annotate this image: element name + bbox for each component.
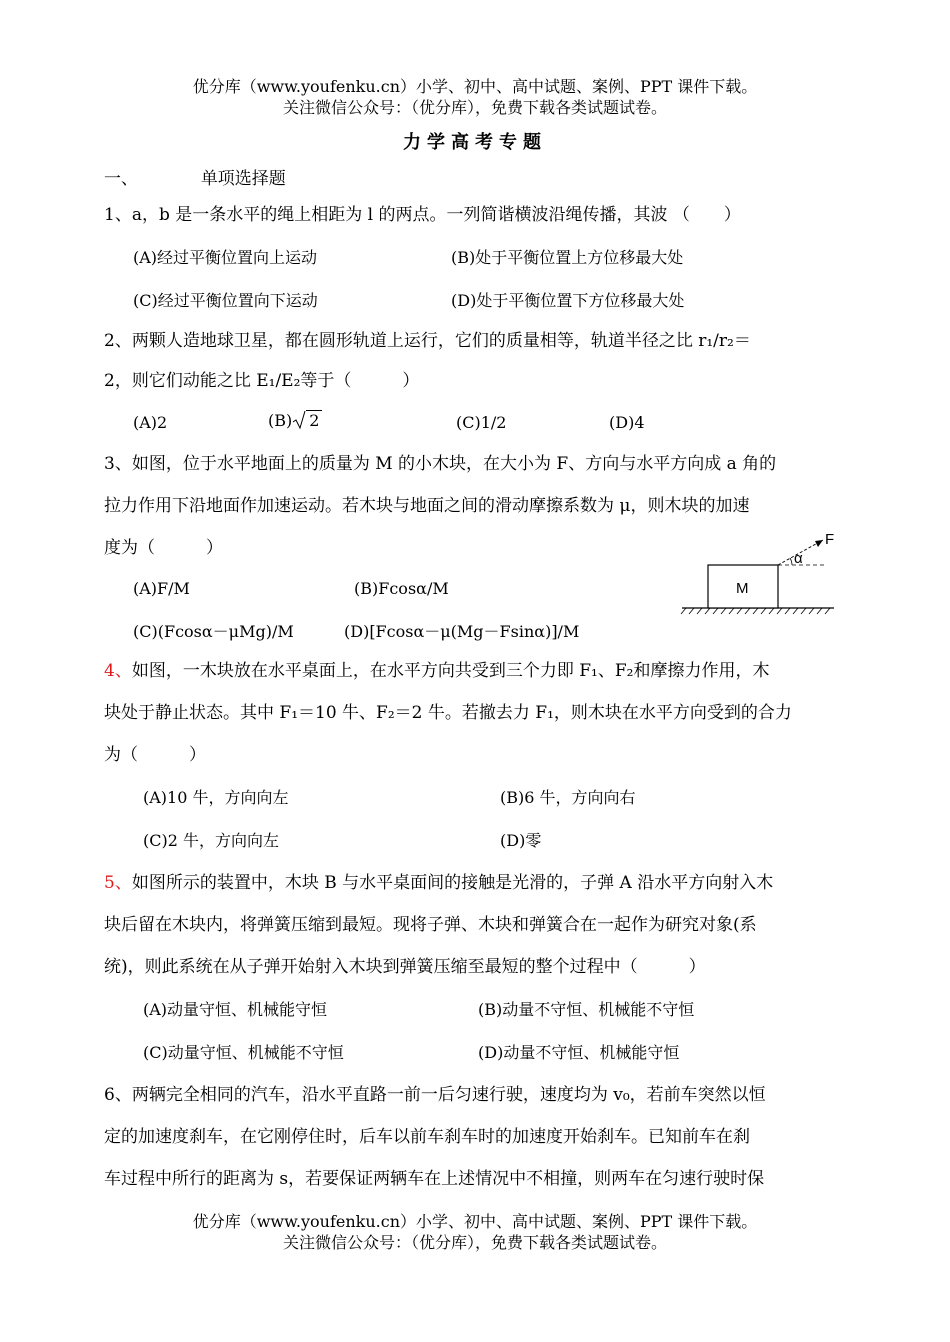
q2-option-b-label: (B) [268,411,293,430]
q3-option-c: (C)(Fcosα－μMg)/M [133,622,294,641]
q3-line-1: 3、如图，位于水平地面上的质量为 M 的小木块，在大小为 F、方向与水平方向成 a 角的 [104,454,777,474]
q3-line-3: 度为（ ） [104,538,223,558]
q2-line-1: 2、两颗人造地球卫星，都在圆形轨道上运行，它们的质量相等，轨道半径之比 r₁/r₂＝ [104,331,751,351]
q4-option-c: (C)2 牛，方向向左 [143,831,279,850]
angle-arc [790,558,792,565]
q2-option-a: (A)2 [133,413,168,432]
q3-option-b: (B)Fcosα/M [354,579,449,598]
q5-option-b: (B)动量不守恒、机械能不守恒 [478,1000,695,1019]
q4-line-2: 块处于静止状态。其中 F₁＝10 牛、F₂＝2 牛。若撤去力 F₁，则木块在水平方向受到的合力 [104,703,792,723]
q2-option-d: (D)4 [609,413,645,432]
q1-option-a: (A)经过平衡位置向上运动 [133,248,318,267]
q1-option-d: (D)处于平衡位置下方位移最大处 [451,291,685,310]
q4-line-1 [104,659,769,683]
q4-option-a: (A)10 牛，方向向左 [143,788,289,807]
footer-line-2: 关注微信公众号：（优分库），免费下载各类试题试卷。 [282,1233,667,1252]
q2-line-2: 2，则它们动能之比 E₁/E₂等于（ ） [104,371,420,391]
section-number: 一、 [104,169,138,189]
q1-option-b: (B)处于平衡位置上方位移最大处 [451,248,684,267]
q4-line-1-text: 如图，一木块放在水平桌面上，在水平方向共受到三个力即 F₁、F₂和摩擦力作用，木 [131,661,770,681]
q6-line-2: 定的加速度刹车，在它刚停住时，后车以前车刹车时的加速度开始刹车。已知前车在刹 [104,1127,750,1147]
page-title: 力学高考专题 [403,132,547,153]
section-heading [104,167,286,191]
force-label: F [825,531,835,548]
q3-line-2: 拉力作用下沿地面作加速运动。若木块与地面之间的滑动摩擦系数为 μ，则木块的加速 [104,496,750,516]
header-line-1: 优分库（www.youfenku.cn）小学、初中、高中试题、案例、PPT 课件下载。 [192,77,758,96]
q6-line-1: 6、两辆完全相同的汽车，沿水平直路一前一后匀速行驶，速度均为 v₀，若前车突然以恒 [104,1085,766,1105]
q2-option-c: (C)1/2 [456,413,507,432]
q5-line-2: 块后留在木块内，将弹簧压缩到最短。现将子弹、木块和弹簧合在一起作为研究对象(系 [104,915,757,935]
block-label: M [736,580,749,597]
q6-line-3: 车过程中所行的距离为 s，若要保证两辆车在上述情况中不相撞，则两车在匀速行驶时保 [104,1169,765,1189]
q3-block-diagram [678,528,838,618]
q4-option-d: (D)零 [500,831,542,850]
footer-line-1: 优分库（www.youfenku.cn）小学、初中、高中试题、案例、PPT 课件下载。 [192,1212,758,1231]
angle-label: α [794,550,803,567]
q1-option-c: (C)经过平衡位置向下运动 [133,291,318,310]
q5-line-3: 统)，则此系统在从子弹开始射入木块到弹簧压缩至最短的整个过程中（ ） [104,957,706,977]
q3-option-a: (A)F/M [133,579,190,598]
q5-line-1 [104,871,773,895]
ground-hatching [681,608,830,614]
q4-number: 4、 [104,661,132,681]
q4-line-3: 为（ ） [104,745,206,765]
sqrt-symbol-icon [292,410,306,430]
q2-option-b [268,410,322,432]
section-label: 单项选择题 [200,169,286,189]
q4-option-b: (B)6 牛，方向向右 [500,788,636,807]
q5-option-a: (A)动量守恒、机械能守恒 [143,1000,328,1019]
q1-text: 1、a，b 是一条水平的绳上相距为 l 的两点。一列简谐横波沿绳传播，其波 （ ） [104,205,741,225]
q5-line-1-text: 如图所示的装置中，木块 B 与水平桌面间的接触是光滑的，子弹 A 沿水平方向射入木 [131,873,774,893]
q5-option-d: (D)动量不守恒、机械能守恒 [478,1043,680,1062]
arrowhead-icon [815,540,823,547]
q5-option-c: (C)动量守恒、机械能不守恒 [143,1043,344,1062]
q5-number: 5、 [104,873,132,893]
q2-option-b-radicand: 2 [306,410,322,430]
q3-option-d: (D)[Fcosα－μ(Mg－Fsinα)]/M [344,622,580,641]
header-line-2: 关注微信公众号：（优分库），免费下载各类试题试卷。 [282,98,667,117]
